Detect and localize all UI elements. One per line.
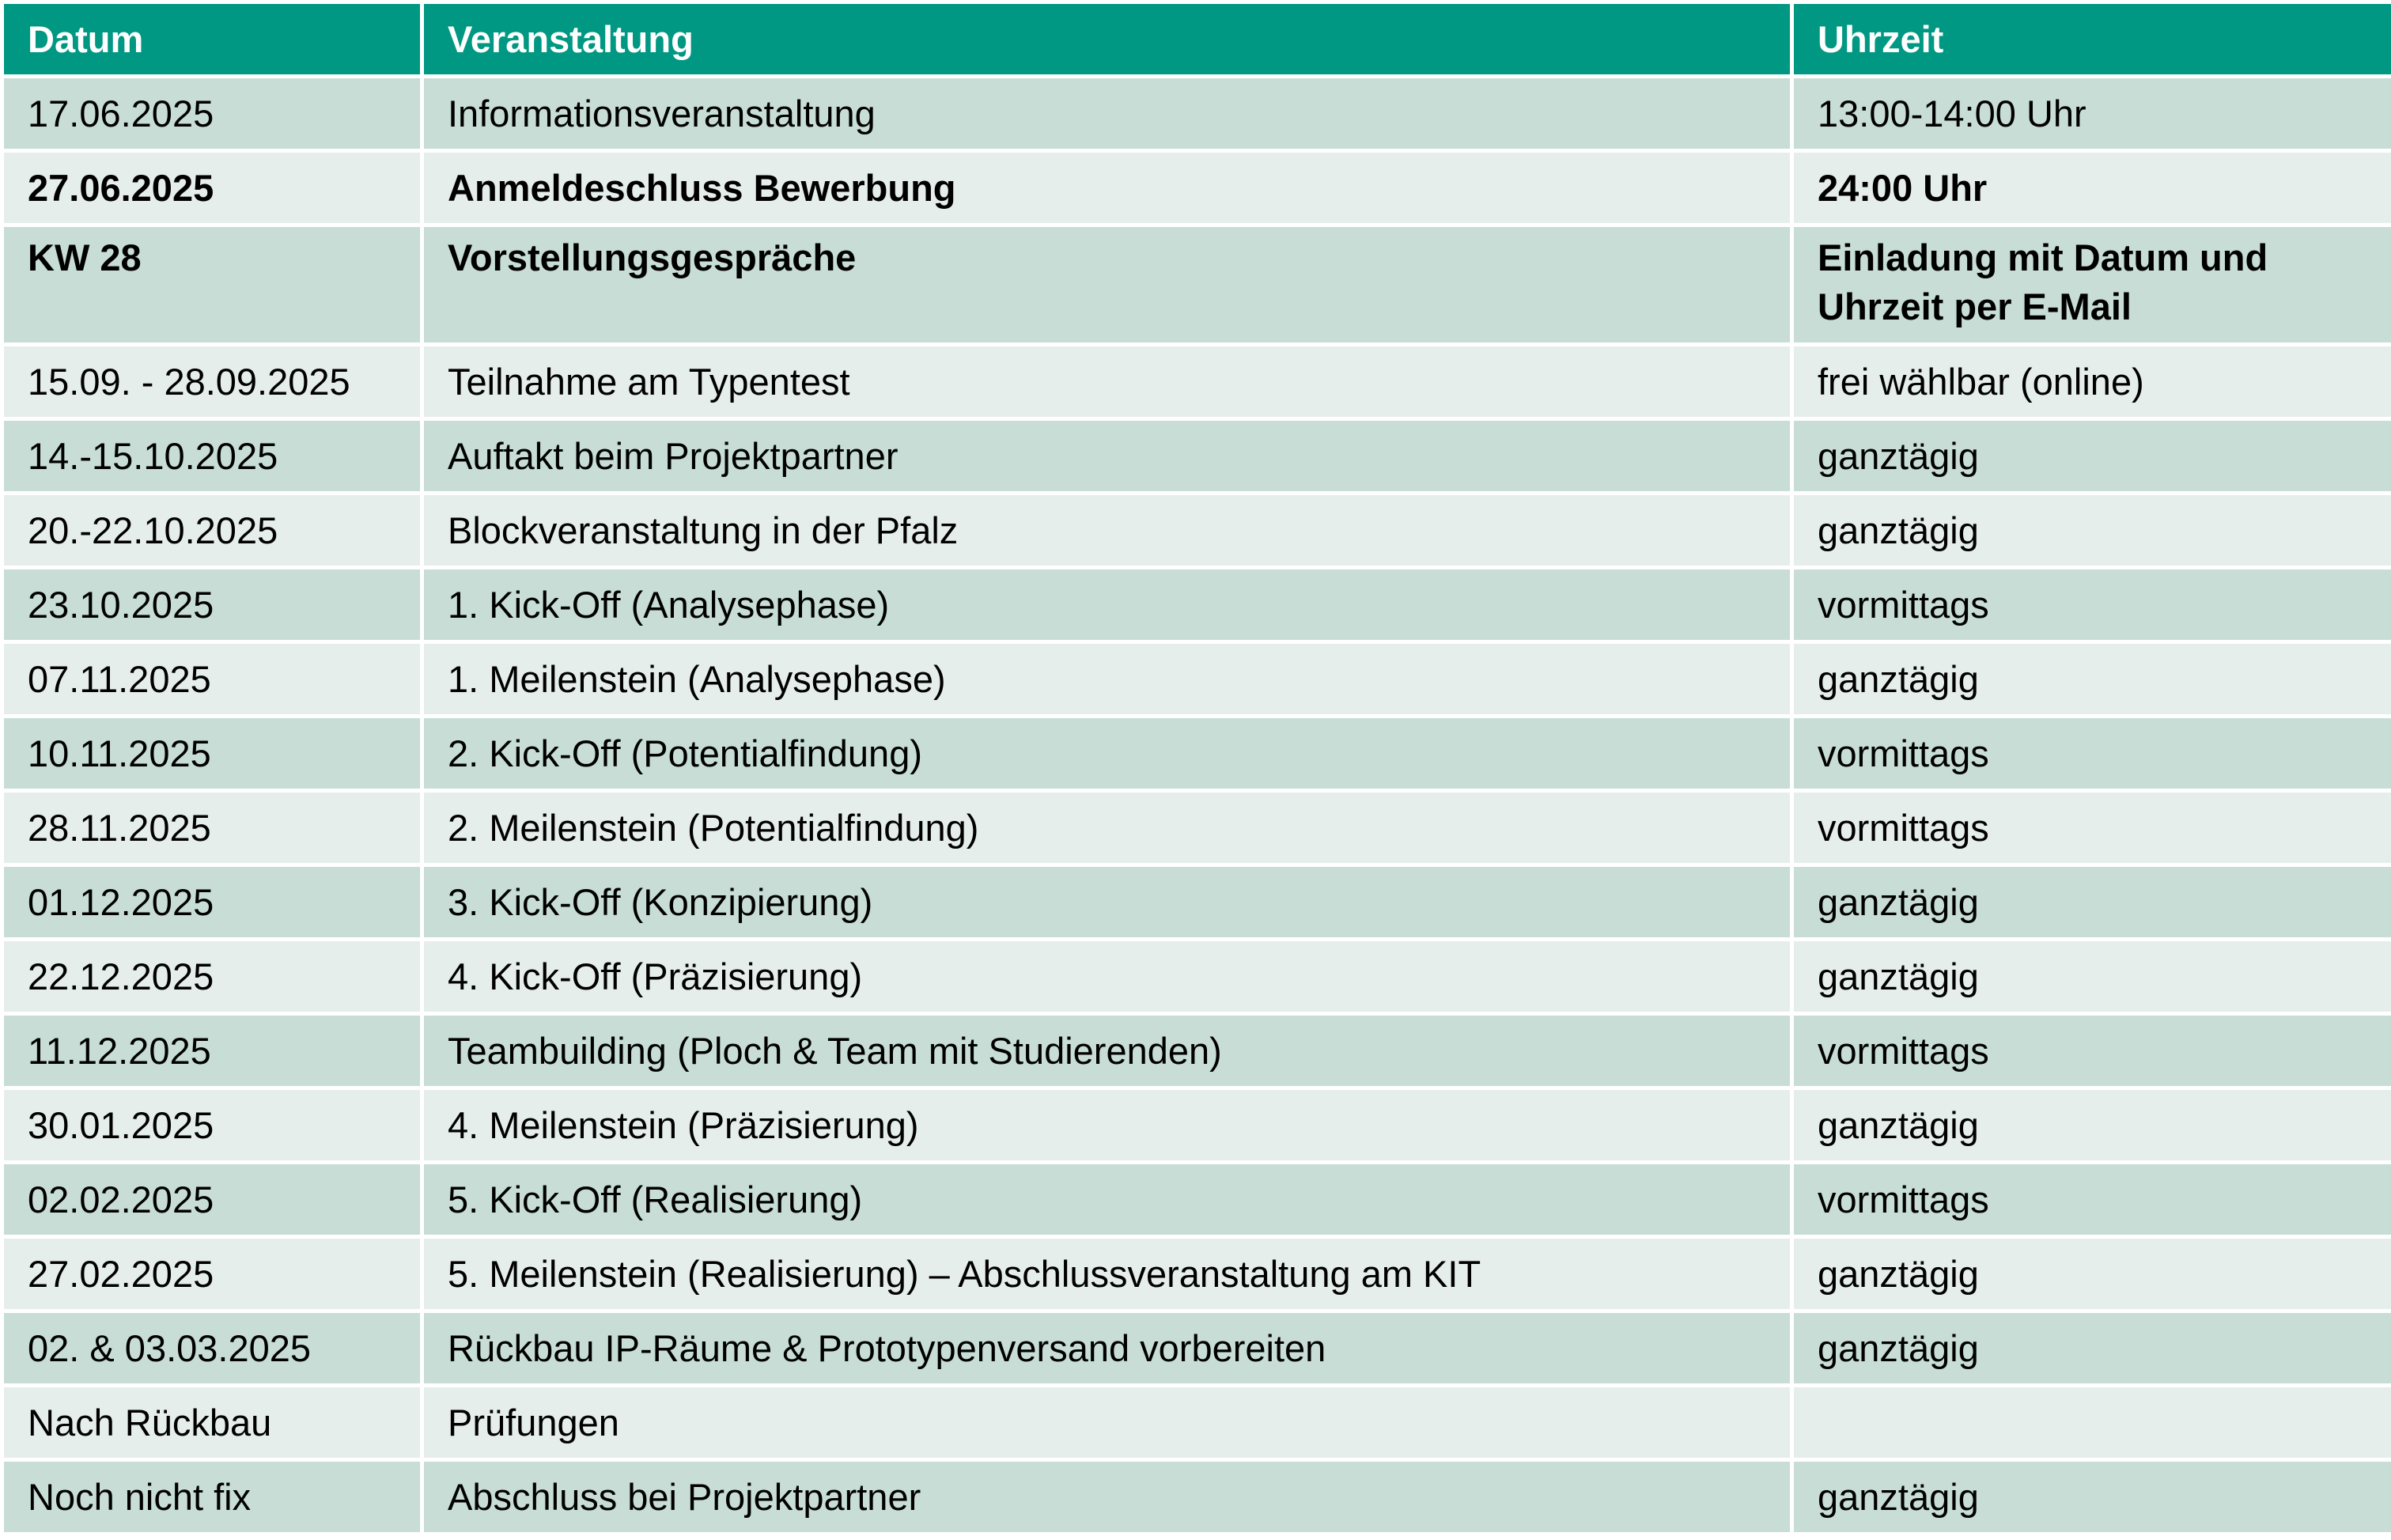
table-row <box>2 151 2391 225</box>
cell-event: 4. Kick-Off (Präzisierung) <box>422 940 1792 1014</box>
cell-event: Prüfungen <box>422 1386 1792 1460</box>
cell-event: 3. Kick-Off (Konzipierung) <box>422 865 1792 940</box>
table-row <box>2 940 2391 1014</box>
table-row <box>2 77 2391 151</box>
table-row <box>2 791 2391 865</box>
cell-event: 2. Meilenstein (Potentialfindung) <box>422 791 1792 865</box>
cell-time: ganztägig <box>1792 642 2391 717</box>
table-row <box>2 419 2391 494</box>
table-row <box>2 1163 2391 1237</box>
cell-date: 23.10.2025 <box>2 568 422 642</box>
cell-time: ganztägig <box>1792 1460 2391 1534</box>
cell-date: Nach Rückbau <box>2 1386 422 1460</box>
cell-event: Abschluss bei Projektpartner <box>422 1460 1792 1534</box>
cell-date: 02. & 03.03.2025 <box>2 1311 422 1386</box>
table-row <box>2 568 2391 642</box>
cell-date: KW 28 <box>2 225 422 345</box>
cell-time: ganztägig <box>1792 865 2391 940</box>
cell-time: 24:00 Uhr <box>1792 151 2391 225</box>
cell-time <box>1792 1386 2391 1460</box>
cell-date: 30.01.2025 <box>2 1088 422 1163</box>
cell-time: ganztägig <box>1792 1088 2391 1163</box>
cell-date: 01.12.2025 <box>2 865 422 940</box>
cell-event: Rückbau IP-Räume & Prototypenversand vorbereiten <box>422 1311 1792 1386</box>
header-event: Veranstaltung <box>422 2 1792 77</box>
cell-event: Informationsveranstaltung <box>422 77 1792 151</box>
cell-event: Vorstellungsgespräche <box>422 225 1792 345</box>
cell-date: 20.-22.10.2025 <box>2 494 422 568</box>
cell-event: 5. Kick-Off (Realisierung) <box>422 1163 1792 1237</box>
cell-time: ganztägig <box>1792 1311 2391 1386</box>
table-row <box>2 494 2391 568</box>
table-row <box>2 1237 2391 1311</box>
cell-time: ganztägig <box>1792 419 2391 494</box>
cell-time: vormittags <box>1792 1163 2391 1237</box>
cell-event: Auftakt beim Projektpartner <box>422 419 1792 494</box>
table-row <box>2 1088 2391 1163</box>
cell-time: vormittags <box>1792 568 2391 642</box>
cell-date: 11.12.2025 <box>2 1014 422 1088</box>
cell-time: Einladung mit Datum und Uhrzeit per E-Mail <box>1792 225 2391 345</box>
cell-date: 22.12.2025 <box>2 940 422 1014</box>
cell-date: 02.02.2025 <box>2 1163 422 1237</box>
cell-event: 2. Kick-Off (Potentialfindung) <box>422 717 1792 791</box>
table-row <box>2 225 2391 345</box>
cell-time: ganztägig <box>1792 940 2391 1014</box>
cell-event: 5. Meilenstein (Realisierung) – Abschlussveranstaltung am KIT <box>422 1237 1792 1311</box>
cell-date: 07.11.2025 <box>2 642 422 717</box>
cell-event: Blockveranstaltung in der Pfalz <box>422 494 1792 568</box>
cell-event: 1. Meilenstein (Analysephase) <box>422 642 1792 717</box>
table-row <box>2 642 2391 717</box>
table-row <box>2 1311 2391 1386</box>
cell-time: ganztägig <box>1792 494 2391 568</box>
table-row <box>2 345 2391 419</box>
table-row <box>2 1014 2391 1088</box>
cell-time: vormittags <box>1792 1014 2391 1088</box>
table-row <box>2 1386 2391 1460</box>
header-date: Datum <box>2 2 422 77</box>
cell-date: 10.11.2025 <box>2 717 422 791</box>
header-row <box>2 2 2391 77</box>
cell-time: 13:00-14:00 Uhr <box>1792 77 2391 151</box>
cell-date: 15.09. - 28.09.2025 <box>2 345 422 419</box>
cell-event: 1. Kick-Off (Analysephase) <box>422 568 1792 642</box>
cell-date: Noch nicht fix <box>2 1460 422 1534</box>
cell-date: 27.02.2025 <box>2 1237 422 1311</box>
cell-date: 28.11.2025 <box>2 791 422 865</box>
cell-date: 27.06.2025 <box>2 151 422 225</box>
table-header <box>2 2 2391 77</box>
cell-event: 4. Meilenstein (Präzisierung) <box>422 1088 1792 1163</box>
table-row <box>2 865 2391 940</box>
cell-date: 14.-15.10.2025 <box>2 419 422 494</box>
cell-time: ganztägig <box>1792 1237 2391 1311</box>
cell-event: Teilnahme am Typentest <box>422 345 1792 419</box>
cell-event: Anmeldeschluss Bewerbung <box>422 151 1792 225</box>
header-time: Uhrzeit <box>1792 2 2391 77</box>
table-body <box>2 77 2391 1534</box>
cell-time: vormittags <box>1792 791 2391 865</box>
cell-time: vormittags <box>1792 717 2391 791</box>
table-row <box>2 717 2391 791</box>
table-row <box>2 1460 2391 1534</box>
cell-date: 17.06.2025 <box>2 77 422 151</box>
cell-time: frei wählbar (online) <box>1792 345 2391 419</box>
cell-event: Teambuilding (Ploch & Team mit Studierenden) <box>422 1014 1792 1088</box>
